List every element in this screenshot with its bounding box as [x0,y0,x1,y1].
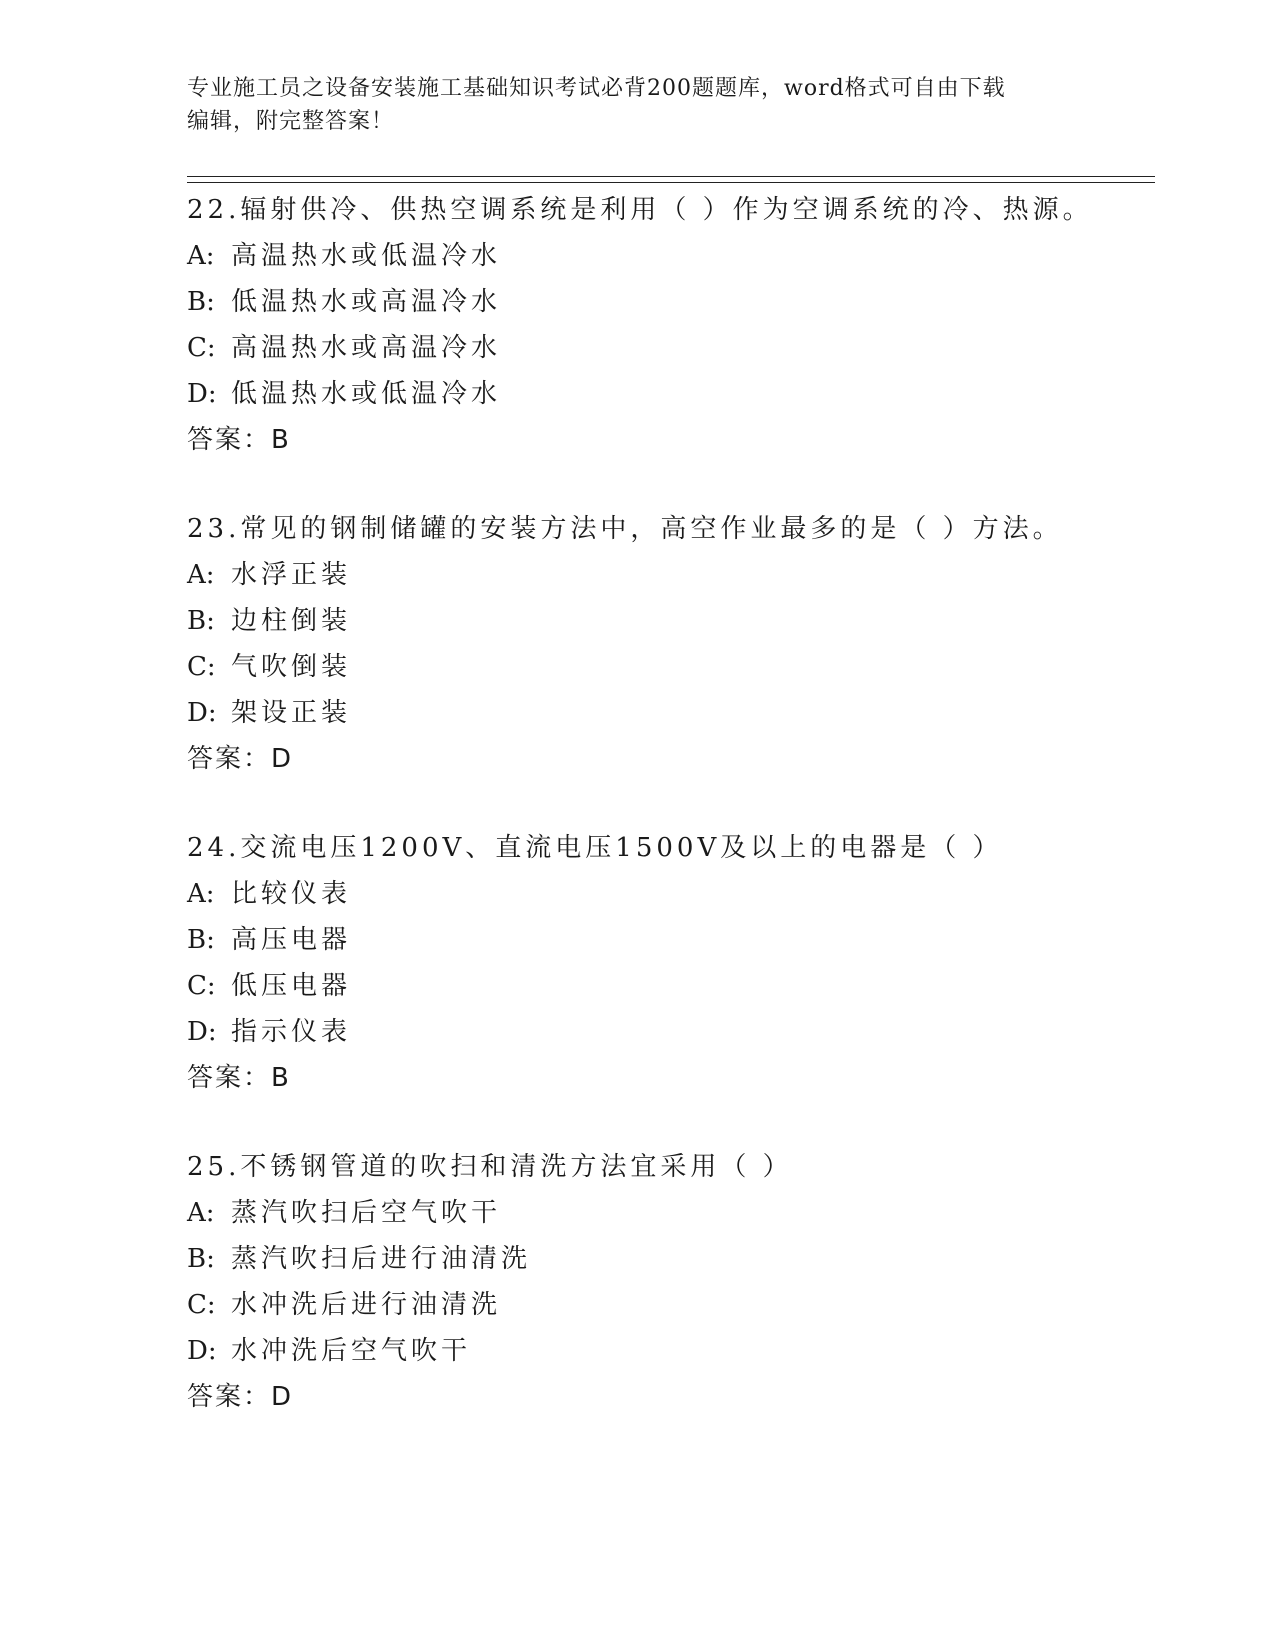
question-22 [187,187,1155,463]
option-text: 高温热水或低温冷水 [231,241,502,271]
option-a [187,871,1155,917]
option-text: 气吹倒装 [231,652,352,682]
option-c [187,1282,1155,1328]
option-key: A: [187,241,215,271]
option-key: C: [187,971,216,1001]
option-key: D: [187,1017,217,1047]
option-c [187,325,1155,371]
option-b [187,598,1155,644]
header-line-1: 专业施工员之设备安装施工基础知识考试必背200题题库，word格式可自由下载 [187,76,1006,101]
header-divider-top [187,176,1155,177]
option-key: C: [187,1290,216,1320]
question-title: 25.不锈钢管道的吹扫和清洗方法宜采用（ ） [187,1152,793,1182]
question-title: 24.交流电压1200V、直流电压1500V及以上的电器是（ ） [187,833,1003,863]
option-d [187,690,1155,736]
option-text: 架设正装 [231,698,352,728]
answer-label: 答案：D [187,744,294,774]
option-text: 高压电器 [231,925,352,955]
question-23 [187,506,1155,782]
option-c [187,644,1155,690]
option-key: A: [187,560,215,590]
option-b [187,279,1155,325]
option-text: 低温热水或高温冷水 [231,287,502,317]
option-key: A: [187,879,215,909]
answer-label: 答案：D [187,1382,294,1412]
option-d [187,371,1155,417]
option-text: 边柱倒装 [231,606,352,636]
option-key: D: [187,1336,217,1366]
option-text: 蒸汽吹扫后空气吹干 [231,1198,502,1228]
question-title: 22.辐射供冷、供热空调系统是利用（ ）作为空调系统的冷、热源。 [187,195,1093,225]
option-key: A: [187,1198,215,1228]
option-text: 水浮正装 [231,560,352,590]
option-key: B: [187,287,215,317]
answer-label: 答案：B [187,425,291,455]
option-text: 水冲洗后进行油清洗 [231,1290,502,1320]
option-a [187,233,1155,279]
option-b [187,1236,1155,1282]
option-c [187,963,1155,1009]
question-24 [187,825,1155,1101]
option-text: 高温热水或高温冷水 [231,333,502,363]
option-key: B: [187,1244,215,1274]
option-text: 指示仪表 [231,1017,352,1047]
answer-label: 答案：B [187,1063,291,1093]
option-text: 低压电器 [231,971,352,1001]
option-text: 蒸汽吹扫后进行油清洗 [231,1244,532,1274]
option-d [187,1328,1155,1374]
question-title: 23.常见的钢制储罐的安装方法中，高空作业最多的是（ ）方法。 [187,514,1063,544]
option-key: D: [187,698,217,728]
option-a [187,552,1155,598]
option-text: 比较仪表 [231,879,352,909]
option-key: C: [187,652,216,682]
document-header [187,72,1067,138]
option-key: B: [187,925,215,955]
question-25 [187,1144,1155,1420]
option-text: 低温热水或低温冷水 [231,379,502,409]
option-key: C: [187,333,216,363]
option-key: B: [187,606,215,636]
option-d [187,1009,1155,1055]
option-b [187,917,1155,963]
option-a [187,1190,1155,1236]
option-key: D: [187,379,217,409]
header-line-2: 编辑，附完整答案！ [187,109,395,134]
option-text: 水冲洗后空气吹干 [231,1336,472,1366]
header-divider-bottom [187,182,1155,183]
